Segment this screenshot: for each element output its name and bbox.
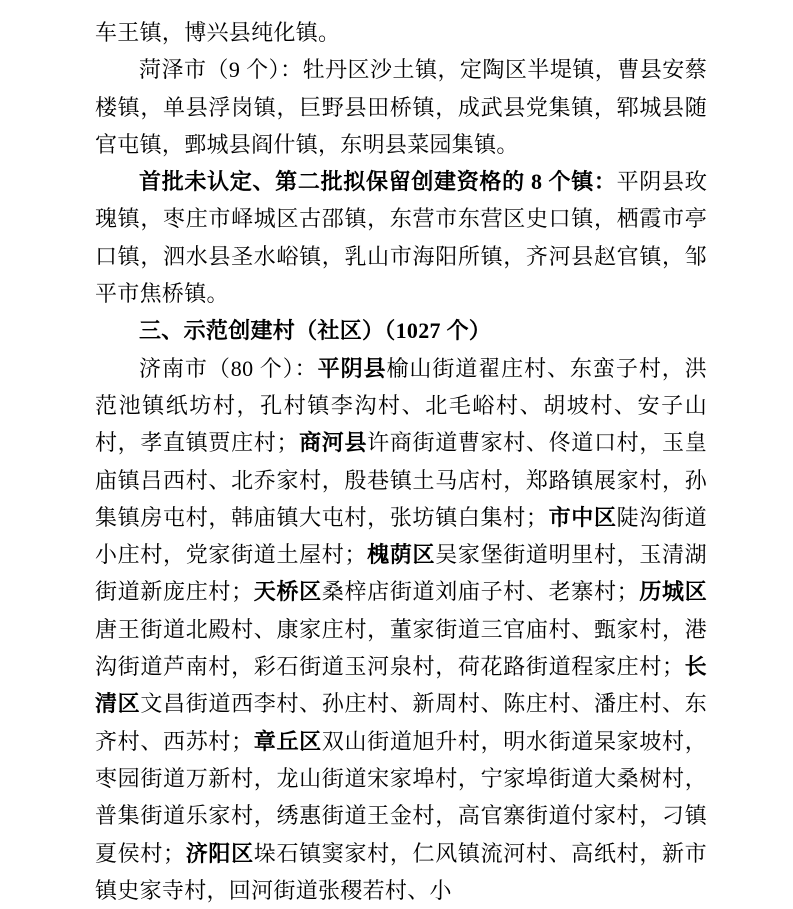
text-run: 双山街道旭升村，明水街道杲家坡村，枣园街道万新村，龙山街道宋家埠村，宁家埠街道大桑树村，普集街道乐家村，绣惠街道王金村，高官寨街道付家村，刁镇夏侯村； — [95, 728, 707, 866]
paragraph-heze-towns — [95, 51, 707, 163]
text-run: 唐王街道北殿村、康家庄村，董家街道三官庙村、甄家村，港沟街道芦南村，彩石街道玉河泉村，荷花路街道程家庄村； — [95, 616, 707, 680]
paragraph-jinan-villages — [95, 350, 707, 909]
bold-text-run: 市中区 — [548, 504, 617, 530]
text-run: 菏泽市（9 个）：牡丹区沙土镇，定陶区半堤镇，曹县安蔡楼镇，单县浮岗镇，巨野县田桥镇，成武县党集镇，郓城县随官屯镇，鄄城县阎什镇，东明县菜园集镇。 — [95, 57, 707, 157]
text-run: 平阴县玫瑰镇，枣庄市峄城区古邵镇，东营市东营区史口镇，栖霞市亭口镇，泗水县圣水峪镇，乳山市海阳所镇，齐河县赵官镇，邹平市焦桥镇。 — [95, 169, 707, 307]
text-run: 桑梓店街道刘庙子村、老寨村； — [321, 579, 639, 605]
text-run: 垛石镇窦家村，仁风镇流河村、高纸村，新市镇史家寺村，回河街道张稷若村、小 — [95, 840, 707, 903]
paragraph-binzhou-continuation — [95, 14, 707, 51]
text-run: 许商街道曹家村、佟道口村，玉皇庙镇吕西村、北乔家村，殷巷镇土马店村，郑路镇展家村，孙集镇房屯村，韩庙镇大屯村，张坊镇白集村； — [95, 430, 707, 530]
document-body — [95, 14, 707, 909]
bold-text-run: 历城区 — [638, 579, 707, 605]
bold-text-run: 商河县 — [298, 430, 368, 456]
bold-text-run: 槐荫区 — [366, 542, 436, 568]
bold-text-run: 天桥区 — [253, 579, 322, 605]
text-run: 济南市（80 个）： — [139, 355, 318, 381]
bold-text-run: 首批未认定、第二批拟保留创建资格的 8 个镇： — [139, 169, 617, 195]
text-run: 陡沟街道小庄村，党家街道土屋村； — [95, 504, 707, 568]
bold-text-run: 长清区 — [95, 654, 707, 717]
section-heading-demonstration-villages — [95, 312, 707, 349]
paragraph-retained-qualification-towns — [95, 163, 707, 312]
text-run: 吴家堡街道明里村，玉清湖街道新庞庄村； — [95, 542, 707, 605]
bold-text-run: 章丘区 — [253, 728, 322, 754]
text-run: 车王镇，博兴县纯化镇。 — [95, 20, 341, 45]
text-run: 文昌街道西李村、孙庄村、新周村、陈庄村、潘庄村、东齐村、西苏村； — [95, 691, 707, 754]
text-run: 榆山街道翟庄村、东蛮子村，洪范池镇纸坊村，孔村镇李沟村、北毛峪村、胡坡村、安子山村，孝直镇贾庄村； — [95, 355, 707, 456]
bold-text-run: 三、示范创建村（社区）（1027 个） — [139, 318, 492, 344]
bold-text-run: 平阴县 — [317, 355, 387, 381]
bold-text-run: 济阳区 — [185, 840, 254, 866]
